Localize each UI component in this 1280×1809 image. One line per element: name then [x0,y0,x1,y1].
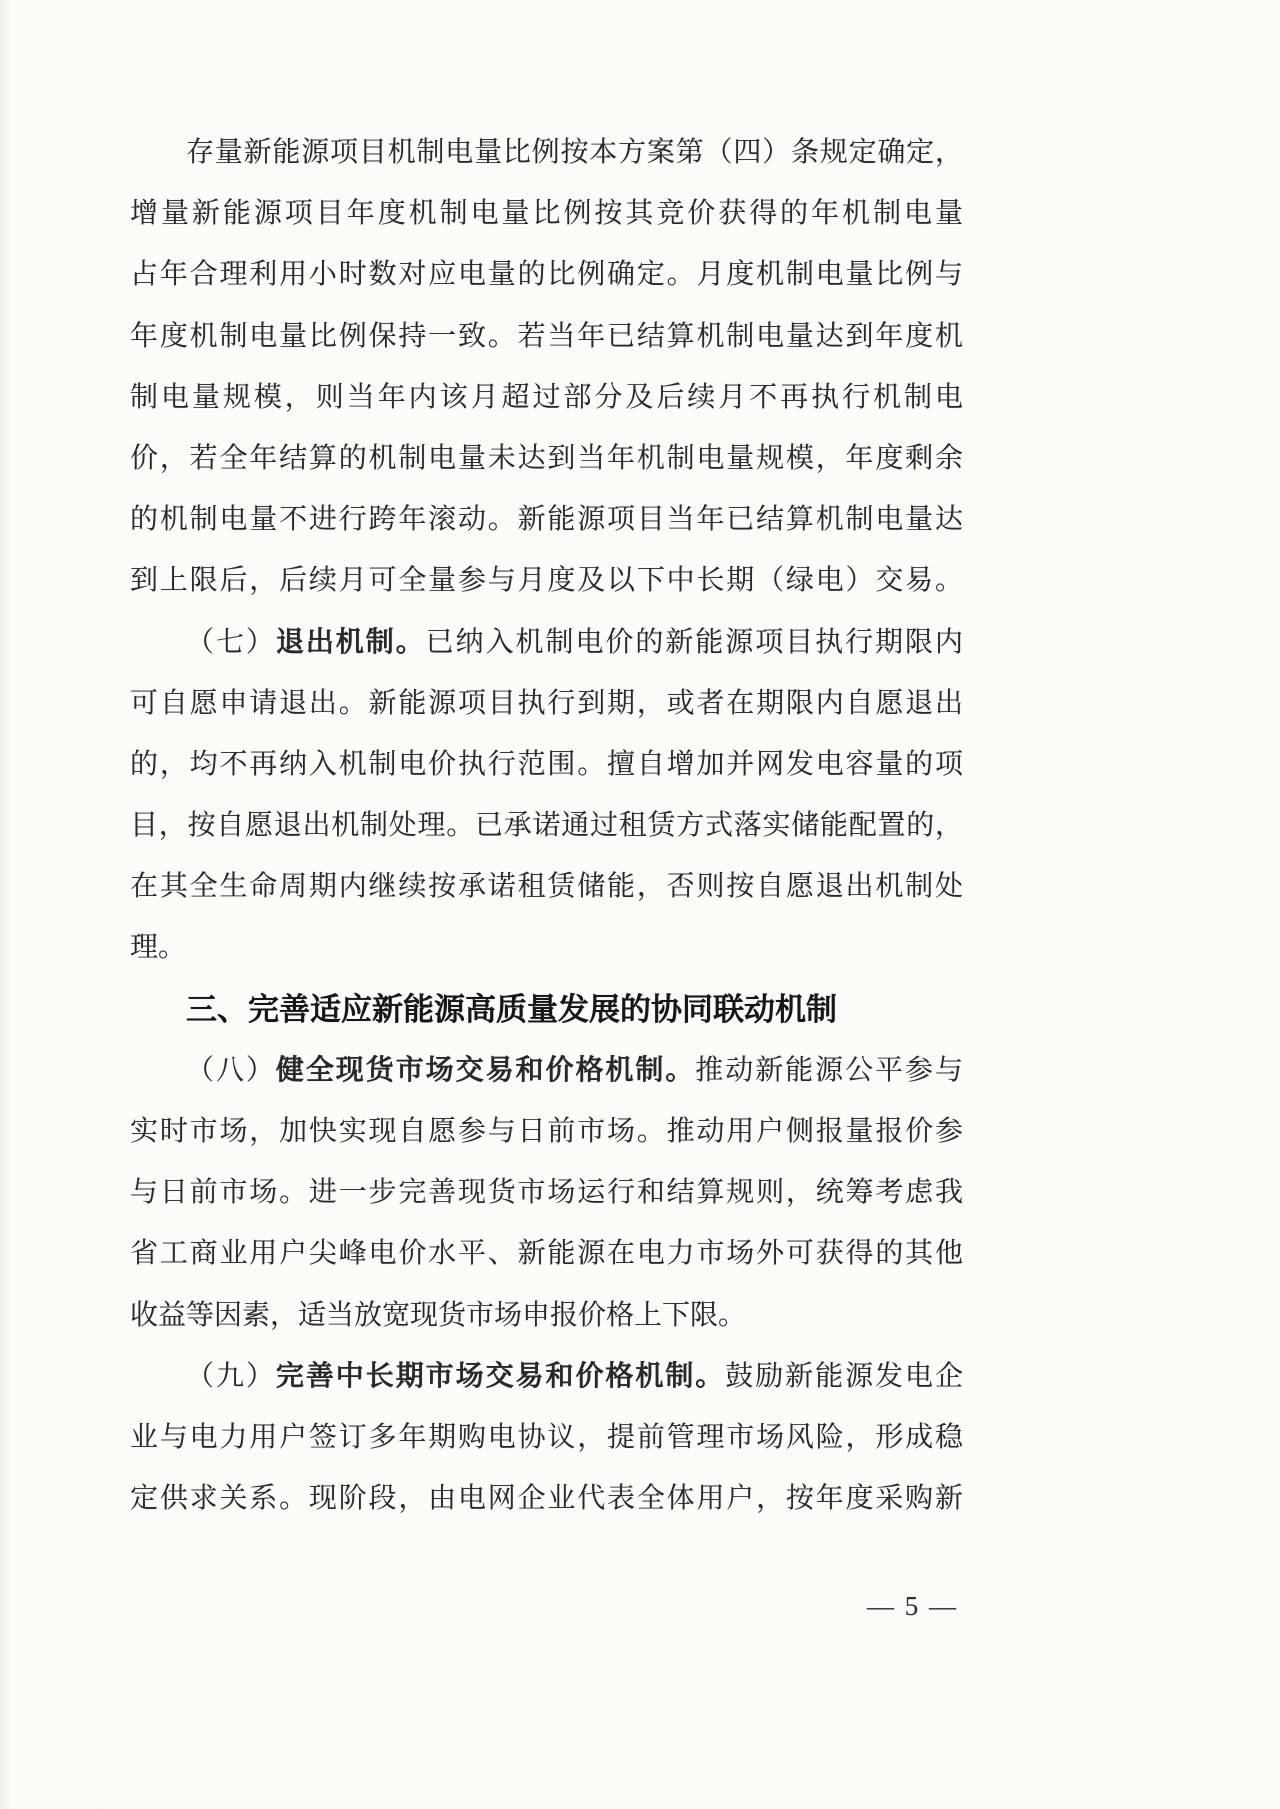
page-number: — 5 — [867,1591,958,1621]
item-text: 已纳入机制电价的新能源项目执行期限内 [425,626,963,658]
text-line: 制电量规模，则当年内该月超过部分及后续月不再执行机制电 [130,381,963,413]
text-line: 业与电力用户签订多年期购电协议，提前管理市场风险，形成稳 [130,1421,963,1453]
item-title: 完善中长期市场交易和价格机制。 [275,1360,726,1392]
text-line: 的，均不再纳入机制电价执行范围。擅自增加并网发电容量的项 [130,748,963,780]
text-line: 价，若全年结算的机制电量未达到当年机制电量规模，年度剩余 [130,442,963,474]
text-line: 省工商业用户尖峰电价水平、新能源在电力市场外可获得的其他 [130,1238,963,1270]
text-line: 增量新能源项目年度机制电量比例按其竞价获得的年机制电量 [130,198,963,230]
scan-artifact [100,0,101,1809]
text-line: 占年合理利用小时数对应电量的比例确定。月度机制电量比例与 [130,259,963,291]
item-marker: （七） [186,626,276,658]
document-text-block [130,122,963,1529]
item-title: 健全现货市场交易和价格机制。 [275,1054,696,1086]
item-text: 鼓励新能源发电企 [725,1360,963,1392]
text-line [130,1040,963,1101]
text-line: 目，按自愿退出机制处理。已承诺通过租赁方式落实储能配置的， [130,810,963,842]
text-line: 的机制电量不进行跨年滚动。新能源项目当年已结算机制电量达 [130,504,963,536]
text-line: 理。 [130,932,187,964]
text-line: 收益等因素，适当放宽现货市场申报价格上下限。 [130,1299,747,1331]
section-heading: 三、完善适应新能源高质量发展的协同联动机制 [186,991,837,1027]
text-line: 到上限后，后续月可全量参与月度及以下中长期（绿电）交易。 [130,565,963,597]
text-line: 定供求关系。现阶段，由电网企业代表全体用户，按年度采购新 [130,1483,963,1515]
text-line: 存量新能源项目机制电量比例按本方案第（四）条规定确定， [186,137,963,168]
text-line: 实时市场，加快实现自愿参与日前市场。推动用户侧报量报价参 [130,1116,963,1147]
item-marker: （九） [186,1360,276,1392]
text-line: 在其全生命周期内继续按承诺租赁储能，否则按自愿退出机制处 [130,871,963,903]
text-line: 可自愿申请退出。新能源项目执行到期，或者在期限内自愿退出 [130,687,963,719]
text-line: 与日前市场。进一步完善现货市场运行和结算规则，统筹考虑我 [130,1177,963,1209]
scan-edge-shade [0,0,10,1809]
item-title: 退出机制。 [275,626,426,658]
text-line [130,1346,963,1407]
item-marker: （八） [186,1054,276,1086]
text-line [130,612,963,673]
text-line: 年度机制电量比例保持一致。若当年已结算机制电量达到年度机 [130,320,963,352]
item-text: 推动新能源公平参与 [695,1054,963,1086]
